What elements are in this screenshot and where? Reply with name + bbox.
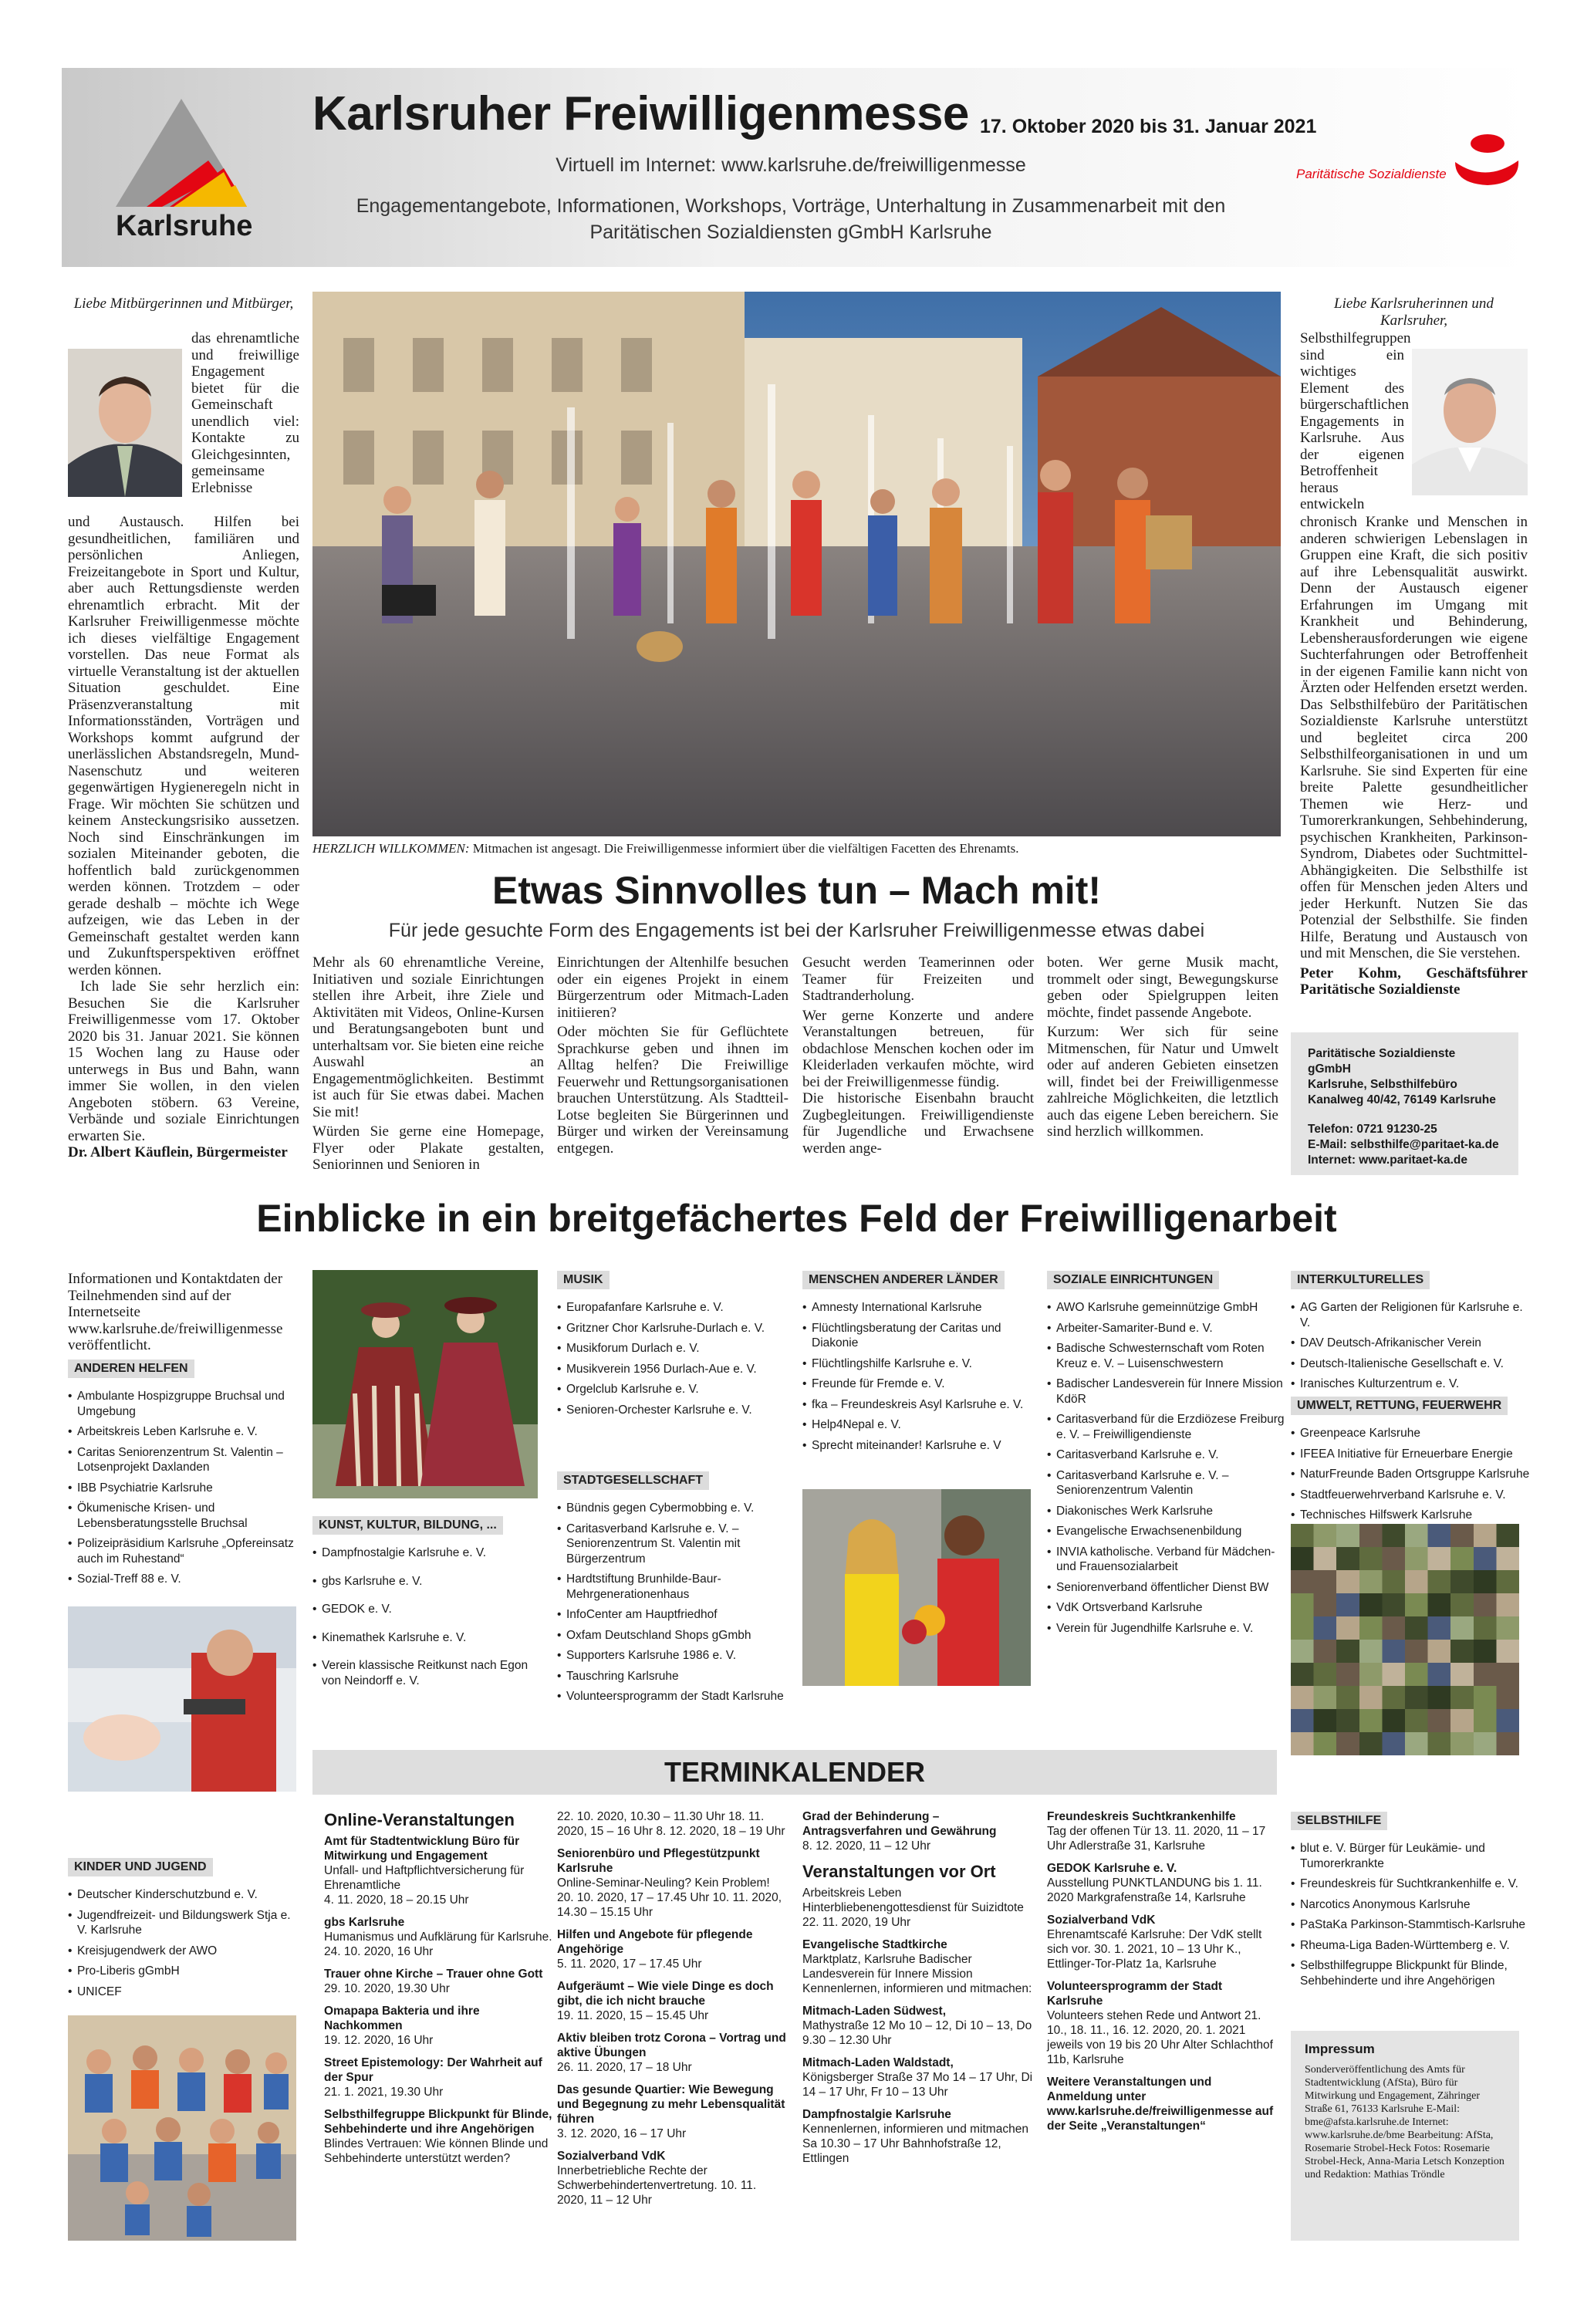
termin-event xyxy=(557,1927,789,1971)
list-item: • DAV Deutsch-Afrikanischer Verein xyxy=(1291,1336,1530,1351)
termin-event xyxy=(802,1809,1034,1853)
list-item: • Jugendfreizeit- und Bildungswerk Stja e. V. Karlsruhe xyxy=(68,1908,303,1938)
list-item: • Badische Schwesternschaft vom Roten Kreuz e. V. – Luisenschwestern xyxy=(1047,1341,1286,1371)
list-item: • Ambulante Hospizgruppe Bruchsal und Umgebung xyxy=(68,1389,303,1419)
list-interkulturelles xyxy=(1291,1300,1530,1397)
termin-event xyxy=(802,1886,1034,1930)
list-item: • Bündnis gegen Cybermobbing e. V. xyxy=(557,1501,796,1516)
termin-vorort-heading: Veranstaltungen vor Ort xyxy=(802,1862,996,1881)
article-paragraph: Kurzum: Wer sich für seine Mitmenschen, für Natur und Umwelt oder auf anderen Gebieten einsetzen will, findet bei der Freiwilligenmesse zahlreiche Möglichkeiten, die letztlich auch das eigene Leben bereichern. Sie sind herzlich willkommen. xyxy=(1047,1024,1278,1140)
list-item: • Oxfam Deutschland Shops gGmbh xyxy=(557,1628,796,1643)
kids-group-photo xyxy=(68,2015,296,2241)
list-item: • Freundeskreis für Suchtkrankenhilfe e. V. xyxy=(1291,1876,1530,1892)
event-date: 17. Oktober 2020 bis 31. Januar 2021 xyxy=(980,116,1317,137)
termin-event-detail: 26. 11. 2020, 17 – 18 Uhr xyxy=(557,2061,692,2074)
list-item: • Flüchtlingshilfe Karlsruhe e. V. xyxy=(802,1356,1042,1372)
pixelated-photo xyxy=(1291,1524,1519,1755)
termin-event xyxy=(802,1937,1034,1996)
list-menschen-anderer-laender xyxy=(802,1300,1042,1458)
list-item: • Gritzner Chor Karlsruhe-Durlach e. V. xyxy=(557,1321,796,1336)
karlsruhe-logo-icon xyxy=(116,99,247,207)
list-item: • Deutscher Kinderschutzbund e. V. xyxy=(68,1887,303,1903)
category-label-kinder-jugend: KINDER UND JUGEND xyxy=(68,1858,213,1876)
list-item: • Caritasverband Karlsruhe e. V. – Seniorenzentrum St. Valentin mit Bürgerzentrum xyxy=(557,1522,796,1567)
list-item: • Seniorenverband öffentlicher Dienst BW xyxy=(1047,1580,1286,1596)
director-portrait-icon xyxy=(1412,349,1528,495)
termin-column-1 xyxy=(324,1809,556,2174)
termin-event-detail: Online-Seminar-Neuling? Kein Problem! 20. 10. 2020, 17 – 17.45 Uhr 10. 11. 2020, 14.30 – 15.15 Uhr xyxy=(557,1876,782,1919)
list-item: • Kreisjugendwerk der AWO xyxy=(68,1944,303,1959)
right-paragraph: chronisch Kranke und Menschen in anderen schwierigen Lebenslagen in Gruppen eine Kraft, die sich positiv auf ihre Lebensqualität auswirkt. Denn der Austausch eigener Erfahrungen im Umgang mit Krankheit und Behinderung, Lebensherausforderungen wie eigene Suchterfahrungen oder Betroffenheit in der eigenen Familie kann nicht von Ärzten oder Helfenden ersetzt werden. Das Selbsthilfebüro der Paritätischen Sozialdienste Karlsruhe unterstützt und begleitet circa 200 Selbsthilfeorganisationen in und um Karlsruhe. Sie sind Experten für eine breite Palette gesundheitlicher Themen wie Herz- und Tumorerkrankungen, Sehbehinderung, psychischen Krankheiten, Parkinson-Syndrom, Diabetes oder Suchtmittel-Abhängigkeiten. Die Selbsthilfe ist offen für Menschen jeden Alters und jeder Herkunft. Nutzen Sie das Potenzial der Selbsthilfe. Sie finden Hilfe, Beratung und Austausch von und mit Menschen, die Sie verstehen. xyxy=(1300,514,1528,961)
list-item: • Badischer Landesverein für Innere Mission KdöR xyxy=(1047,1376,1286,1407)
list-item: • Sprecht miteinander! Karlsruhe e. V xyxy=(802,1438,1042,1454)
list-item: • Ökumenische Krisen- und Lebensberatungsstelle Bruchsal xyxy=(68,1501,303,1531)
category-label-selbsthilfe: SELBSTHILFE xyxy=(1291,1812,1387,1830)
left-paragraph: Ich lade Sie sehr herzlich ein: Besuchen Sie die Karlsruher Freiwilligenmesse vom 17. Oktober 2020 bis 31. Januar 2021. Sie können 15 Wochen lang zu Hause oder unterwegs in Bus und Bahn, wann immer Sie wollen, in den vielen Angeboten stöbern. 63 Vereine, Verbände und soziale Einrichtungen erwarten Sie. xyxy=(68,978,299,1144)
list-item: • Volunteersprogramm der Stadt Karlsruhe xyxy=(557,1689,796,1704)
list-item: • Dampfnostalgie Karlsruhe e. V. xyxy=(312,1545,548,1561)
termin-event-title: Grad der Behinderung – Antragsverfahren und Gewährung xyxy=(802,1810,997,1838)
termin-event xyxy=(1047,1979,1278,2067)
left-paragraph: und Austausch. Hilfen bei gesundheitlichen, familiären und persönlichen Anliegen, Freizeitangebote in Sport und Kultur, aber auch Rettungsdienste werden ehrenamtlich erbracht. Mit der Karlsruher Freiwilligenmesse möchte ich dieses vielfältige Engagement vorstellen. Das neue Format als virtuelle Veranstaltung ist der aktuellen Situation geschuldet. Eine Präsenzveranstaltung mit Informationsständen, Vorträgen und Workshops kommt aufgrund der unerlässlichen Abstandsregeln, Mund-Nasenschutz und weiteren gegenwärtigen Hygieneregeln nicht in Frage. Wir möchten Sie schützen und keinem Ansteckungsrisiko aussetzen. Noch sind Einschränkungen im sozialen Miteinander geboten, die hoffentlich bald zurückgenommen werden können. Trotzdem – oder gerade deshalb – möchte ich Wege aufzeigen, wie das Leben in der Gemeinschaft gestaltet werden kann und Zukunftsperspektiven eröffnet werden können. xyxy=(68,514,299,978)
termin-online-heading: Online-Veranstaltungen xyxy=(324,1810,515,1829)
hero-caption xyxy=(312,841,1281,856)
list-item: • blut e. V. Bürger für Leukämie- und Tumorerkrankte xyxy=(1291,1841,1530,1871)
termin-column-2 xyxy=(557,1809,789,2215)
list-stadtgesellschaft xyxy=(557,1501,796,1710)
list-item: • Musikverein 1956 Durlach-Aue e. V. xyxy=(557,1362,796,1377)
termin-event-title: Street Epistemology: Der Wahrheit auf der Spur xyxy=(324,2056,542,2084)
article-column-2 xyxy=(557,954,789,1157)
list-item: • Amnesty International Karlsruhe xyxy=(802,1300,1042,1316)
list-item: • Stadtfeuerwehrverband Karlsruhe e. V. xyxy=(1291,1488,1530,1503)
termin-event-title: Omapapa Bakteria und ihre Nachkommen xyxy=(324,2005,480,2032)
termin-event xyxy=(557,1979,789,2023)
right-signature: Peter Kohm, Geschäftsführer Paritätische Sozialdienste xyxy=(1300,964,1528,998)
list-anderen-helfen xyxy=(68,1389,303,1593)
list-item: • UNICEF xyxy=(68,1985,303,2000)
list-item: • Kinemathek Karlsruhe e. V. xyxy=(312,1630,548,1646)
termin-event-detail: Ehrenamtscafé Karlsruhe: Der VdK stellt sich vor. 30. 1. 2021, 10 – 13 Uhr K., Ettlinger-Tor-Platz 1a, Karlsruhe xyxy=(1047,1928,1262,1971)
article-subtitle: Für jede gesuchte Form des Engagements ist bei der Karlsruher Freiwilligenmesse etwas dabei xyxy=(388,920,1205,941)
header-subtitle-line2: Paritätischen Sozialdiensten gGmbH Karlsruhe xyxy=(589,221,992,243)
list-kunst xyxy=(312,1545,548,1701)
list-item: • NaturFreunde Baden Ortsgruppe Karlsruhe xyxy=(1291,1467,1530,1482)
category-label-kunst: KUNST, KULTUR, BILDUNG, ... xyxy=(312,1516,503,1535)
list-item: • IFEEA Initiative für Erneuerbare Energie xyxy=(1291,1447,1530,1462)
costume-photo xyxy=(312,1270,538,1498)
termin-event-detail: Ausstellung PUNKTLANDUNG bis 1. 11. 2020 Markgrafenstraße 14, Karlsruhe xyxy=(1047,1876,1262,1904)
list-item: • Selbsthilfegruppe Blickpunkt für Blinde, Sehbehinderte und ihre Angehörigen xyxy=(1291,1958,1530,1988)
termin-event-title: gbs Karlsruhe xyxy=(324,1916,405,1929)
termin-event-title: Freundeskreis Suchtkrankenhilfe xyxy=(1047,1810,1236,1823)
list-selbsthilfe xyxy=(1291,1841,1530,1994)
left-body xyxy=(68,514,299,1161)
mayor-portrait-icon xyxy=(68,349,182,497)
right-greeting: Liebe Karlsruherinnen und Karlsruher, xyxy=(1334,296,1494,329)
termin-event xyxy=(1047,1913,1278,1971)
termin-event-detail: 19. 12. 2020, 16 Uhr xyxy=(324,2034,434,2047)
category-label-musik: MUSIK xyxy=(557,1271,610,1289)
category-label-umwelt: UMWELT, RETTUNG, FEUERWEHR xyxy=(1291,1397,1508,1415)
termin-event-detail: Humanismus und Aufklärung für Karlsruhe. 24. 10. 2020, 16 Uhr xyxy=(324,1930,552,1958)
list-item: • fka – Freundeskreis Asyl Karlsruhe e. V. xyxy=(802,1397,1042,1413)
termin-event xyxy=(557,2031,789,2075)
list-item: • Caritasverband für die Erzdiözese Freiburg e. V. – Freiwilligendienste xyxy=(1047,1412,1286,1442)
list-item: • Polizeipräsidium Karlsruhe „Opfereinsatz auch im Ruhestand“ xyxy=(68,1536,303,1566)
termin-event-title: Mitmach-Laden Waldstadt, xyxy=(802,2056,954,2069)
list-soziale-einrichtungen xyxy=(1047,1300,1286,1641)
list-item: • Sozial-Treff 88 e. V. xyxy=(68,1572,303,1587)
termin-event-detail: 5. 11. 2020, 17 – 17.45 Uhr xyxy=(557,1957,702,1971)
termin-event-title: Volunteersprogramm der Stadt Karlsruhe xyxy=(1047,1980,1223,2008)
contact-line: Karlsruhe, Selbsthilfebüro xyxy=(1308,1078,1457,1091)
termin-event-time: 4. 11. 2020, 18 – 20.15 Uhr xyxy=(324,1893,469,1907)
termin-event-title: Selbsthilfegruppe Blickpunkt für Blinde, Sehbehinderte und ihre Angehörigen xyxy=(324,2108,552,2136)
termin-event xyxy=(324,1967,556,1996)
article-paragraph: boten. Wer gerne Musik macht, trommelt oder singt, Bewegungskurse geben oder Spielgruppen leiten möchte, findet passende Angebote. xyxy=(1047,954,1278,1021)
list-item: • PaStaKa Parkinson-Stammtisch-Karlsruhe xyxy=(1291,1917,1530,1933)
list-item: • Iranisches Kulturzentrum e. V. xyxy=(1291,1376,1530,1392)
contact-line: Kanalweg 40/42, 76149 Karlsruhe xyxy=(1308,1093,1496,1106)
category-label-stadtgesellschaft: STADTGESELLSCHAFT xyxy=(557,1471,709,1490)
list-item: • gbs Karlsruhe e. V. xyxy=(312,1574,548,1589)
termin-event xyxy=(557,2149,789,2207)
termin-event-title: Das gesunde Quartier: Wie Bewegung und Begegnung zu mehr Lebensqualität führen xyxy=(557,2083,785,2126)
termin-event-detail: 19. 11. 2020, 15 – 15.45 Uhr xyxy=(557,2009,709,2022)
list-item: • Hardtstiftung Brunhilde-Baur-Mehrgenerationenhaus xyxy=(557,1572,796,1602)
termin-event-title: Weitere Veranstaltungen und Anmeldung unter www.karlsruhe.de/freiwilligenmesse auf der Seite „Veranstaltungen“ xyxy=(1047,2076,1274,2133)
list-item: • Musikforum Durlach e. V. xyxy=(557,1341,796,1356)
left-signature: Dr. Albert Käuflein, Bürgermeister xyxy=(68,1144,288,1160)
partner-logo-icon xyxy=(1449,133,1522,185)
list-item: • Caritas Seniorenzentrum St. Valentin – Lotsenprojekt Daxlanden xyxy=(68,1445,303,1475)
right-body xyxy=(1300,514,1528,998)
list-item: • Diakonisches Werk Karlsruhe xyxy=(1047,1504,1286,1519)
article-paragraph: Gesucht werden Teamerinnen oder Teamer für Freizeiten und Stadtranderholung. xyxy=(802,954,1034,1004)
list-item: • Pro-Liberis gGmbH xyxy=(68,1964,303,1979)
list-item: • Supporters Karlsruhe 1986 e. V. xyxy=(557,1648,796,1664)
list-item: • INVIA katholische. Verband für Mädchen- und Frauensozialarbeit xyxy=(1047,1545,1286,1575)
termin-event-title: Sozialverband VdK xyxy=(1047,1914,1156,1927)
termin-column-3 xyxy=(802,1809,1034,2174)
list-item: • Technisches Hilfswerk Karlsruhe xyxy=(1291,1508,1530,1523)
contact-email[interactable]: E-Mail: selbsthilfe@paritaet-ka.de xyxy=(1308,1138,1499,1151)
article-column-1 xyxy=(312,954,544,1174)
article-paragraph: Wer gerne Konzerte und andere Veranstaltungen betreuen, für obdachlose Menschen kochen oder im Kleiderladen verkaufen möchte, wird bei der Freiwilligenmesse fündig. xyxy=(802,1007,1034,1090)
termin-event-title: Aufgeräumt – Wie viele Dinge es doch gibt, die ich nicht brauche xyxy=(557,1980,774,2008)
termin-column-4 xyxy=(1047,1809,1278,2141)
list-item: • Help4Nepal e. V. xyxy=(802,1417,1042,1433)
category-label-menschen-anderer-laender: MENSCHEN ANDERER LÄNDER xyxy=(802,1271,1005,1289)
ambulance-photo xyxy=(68,1606,296,1792)
list-umwelt xyxy=(1291,1426,1530,1529)
article-paragraph: Einrichtungen der Altenhilfe besuchen oder ein eigenes Projekt in einem Bürgerzentrum oder Mitmach-Laden initiieren? xyxy=(557,954,789,1021)
list-item: • Freunde für Fremde e. V. xyxy=(802,1376,1042,1392)
list-item: • Narcotics Anonymous Karlsruhe xyxy=(1291,1897,1530,1913)
list-item: • Verein klassische Reitkunst nach Egon von Neindorff e. V. xyxy=(312,1658,548,1688)
termin-event-detail: Marktplatz, Karlsruhe Badischer Landesverein für Innere Mission Kennenlernen, informieren und mitmachen: xyxy=(802,1953,1032,1995)
contact-website[interactable]: Internet: www.paritaet-ka.de xyxy=(1308,1154,1467,1167)
impressum-box xyxy=(1291,2031,1519,2241)
contact-box xyxy=(1291,1032,1518,1175)
termin-event-detail: Königsberger Straße 37 Mo 14 – 17 Uhr, Di 14 – 17 Uhr, Fr 10 – 13 Uhr xyxy=(802,2071,1033,2099)
termin-event-detail: 21. 1. 2021, 19.30 Uhr xyxy=(324,2086,444,2099)
left-intro-text: das ehrenamtliche und freiwillige Engagement bietet für die Gemeinschaft unendlich viel: Kontakte zu Gleichgesinnten, gemeinsame Erlebnisse xyxy=(191,330,299,496)
termin-event xyxy=(802,2107,1034,2166)
termin-event xyxy=(324,2055,556,2099)
termin-event-detail: Blindes Vertrauen: Wie können Blinde und Sehbehinderte unterstützt werden? xyxy=(324,2137,549,2165)
termin-event-title: Evangelische Stadtkirche xyxy=(802,1938,947,1951)
list-item: • Orgelclub Karlsruhe e. V. xyxy=(557,1382,796,1397)
list-item: • AG Garten der Religionen für Karlsruhe e. V. xyxy=(1291,1300,1530,1330)
list-item: • Arbeitskreis Leben Karlsruhe e. V. xyxy=(68,1424,303,1440)
category-label-anderen-helfen: ANDEREN HELFEN xyxy=(68,1360,194,1378)
termin-event-detail: Unfall- und Haftpflichtversicherung für Ehrenamtliche xyxy=(324,1864,525,1892)
volunteers-fruit-photo xyxy=(802,1489,1031,1686)
termin-event-detail: Tag der offenen Tür 13. 11. 2020, 11 – 17 Uhr Adlerstraße 31, Karlsruhe xyxy=(1047,1825,1266,1853)
page-title: Karlsruher Freiwilligenmesse xyxy=(312,87,969,140)
list-item: • InfoCenter am Hauptfriedhof xyxy=(557,1607,796,1623)
termin-event-detail: 8. 12. 2020, 11 – 12 Uhr xyxy=(802,1839,931,1853)
partner-name: Paritätische Sozialdienste xyxy=(1296,167,1447,181)
termin-event xyxy=(557,1809,789,1839)
termin-event xyxy=(324,1915,556,1959)
termin-event-detail: 29. 10. 2020, 19.30 Uhr xyxy=(324,1982,450,1995)
list-item: • GEDOK e. V. xyxy=(312,1602,548,1617)
section-title: Einblicke in ein breitgefächertes Feld der Freiwilligenarbeit xyxy=(256,1197,1337,1240)
termin-event-detail: Mathystraße 12 Mo 10 – 12, Di 10 – 13, Do 9.30 – 12.30 Uhr xyxy=(802,2019,1032,2047)
right-intro-text: Selbsthilfegruppen sind ein wichtiges Element des bürgerschaftlichen Engagements in Karlsruhe. Aus der eigenen Betroffenheit heraus entwickeln xyxy=(1300,330,1411,512)
list-item: • Tauschring Karlsruhe xyxy=(557,1669,796,1684)
termin-event-title: Trauer ohne Kirche – Trauer ohne Gott xyxy=(324,1968,543,1981)
termin-event-title: Aktiv bleiben trotz Corona – Vortrag und aktive Übungen xyxy=(557,2032,786,2059)
termin-event xyxy=(557,1846,789,1920)
termin-event-title: Mitmach-Laden Südwest, xyxy=(802,2005,947,2018)
logo-text: Karlsruhe xyxy=(116,210,253,242)
termin-title: TERMINKALENDER xyxy=(312,1750,1277,1795)
category-label-soziale-einrichtungen: SOZIALE EINRICHTUNGEN xyxy=(1047,1271,1219,1289)
list-item: • Deutsch-Italienische Gesellschaft e. V. xyxy=(1291,1356,1530,1372)
list-item: • Greenpeace Karlsruhe xyxy=(1291,1426,1530,1441)
list-item: • Verein für Jugendhilfe Karlsruhe e. V. xyxy=(1047,1621,1286,1637)
list-item: • Senioren-Orchester Karlsruhe e. V. xyxy=(557,1403,796,1418)
article-paragraph: Oder möchten Sie für Geflüchtete Sprachkurse geben und ihnen im Alltag helfen? Die Freiwillige Feuerwehr und Rettungsorganisationen brauchen Unterstützung. Als Stadtteil-Lotse begleiten Sie Bürgerinnen und Bürger und wirken der Vereinsamung entgegen. xyxy=(557,1024,789,1157)
termin-event xyxy=(324,2107,556,2166)
hero-caption-text: Mitmachen ist angesagt. Die Freiwilligenmesse informiert über die vielfältigen Facetten des Ehrenamts. xyxy=(472,841,1019,856)
article-title: Etwas Sinnvolles tun – Mach mit! xyxy=(491,869,1102,912)
contact-line: Paritätische Sozialdienste gGmbH xyxy=(1308,1047,1456,1076)
impressum-body: Sonderveröffentlichung des Amts für Stadtentwicklung (AfSta), Büro für Mitwirkung und Engagement, Zähringer Straße 61, 76133 Karlsruhe E-Mail: bme@afsta.karlsruhe.de Internet: www.karlsruhe.de/bme Bearbeitung: AfSta, Rosemarie Strobel-Heck Fotos: Rosemarie Strobel-Heck, Anna-Maria Letsch Konzeption und Redaktion: Mathias Tröndle xyxy=(1305,2064,1505,2180)
list-item: • Caritasverband Karlsruhe e. V. – Seniorenzentrum Valentin xyxy=(1047,1468,1286,1498)
termin-event xyxy=(324,2004,556,2048)
list-item: • VdK Ortsverband Karlsruhe xyxy=(1047,1600,1286,1616)
termin-event-title: Dampfnostalgie Karlsruhe xyxy=(802,2108,951,2121)
header-subtitle-line1: Engagementangebote, Informationen, Workshops, Vorträge, Unterhaltung in Zusammenarbeit mit den xyxy=(356,195,1226,217)
list-musik xyxy=(557,1300,796,1423)
list-item: • IBB Psychiatrie Karlsruhe xyxy=(68,1481,303,1496)
termin-event-title: Hilfen und Angebote für pflegende Angehörige xyxy=(557,1928,753,1956)
termin-event xyxy=(1047,2075,1278,2133)
termin-event xyxy=(1047,1861,1278,1905)
list-item: • Flüchtlingsberatung der Caritas und Diakonie xyxy=(802,1321,1042,1351)
header-subtitle-url: Virtuell im Internet: www.karlsruhe.de/freiwilligenmesse xyxy=(556,154,1026,176)
termin-event-detail: Innerbetriebliche Rechte der Schwerbehindertenvertretung. 10. 11. 2020, 11 – 12 Uhr xyxy=(557,2164,757,2207)
termin-event xyxy=(1047,1809,1278,1853)
hero-photo xyxy=(312,292,1281,836)
termin-event-title: Seniorenbüro und Pflegestützpunkt Karlsruhe xyxy=(557,1847,760,1875)
termin-event xyxy=(802,2004,1034,2048)
termin-event xyxy=(557,2082,789,2141)
hero-caption-label: HERZLICH WILLKOMMEN: xyxy=(312,841,470,856)
termin-event-detail: 3. 12. 2020, 16 – 17 Uhr xyxy=(557,2127,687,2140)
list-item: • Rheuma-Liga Baden-Württemberg e. V. xyxy=(1291,1938,1530,1954)
termin-event xyxy=(802,2055,1034,2099)
list-item: • AWO Karlsruhe gemeinnützige GmbH xyxy=(1047,1300,1286,1316)
article-column-3 xyxy=(802,954,1034,1157)
list-kinder-jugend xyxy=(68,1887,303,2005)
termin-event xyxy=(324,1834,556,1907)
termin-event-detail: Volunteers stehen Rede und Antwort 21. 10., 18. 11., 16. 12. 2020, 20. 1. 2021 jeweils von 19 bis 20 Uhr Alter Schlachthof 11b, Karlsruhe xyxy=(1047,2009,1273,2066)
article-paragraph: Würden Sie gerne eine Homepage, Flyer oder Plakate gestalten, Seniorinnen und Senioren in xyxy=(312,1123,544,1173)
termin-event-detail: 22. 10. 2020, 10.30 – 11.30 Uhr 18. 11. 2020, 15 – 16 Uhr 8. 12. 2020, 18 – 19 Uhr xyxy=(557,1810,785,1838)
left-greeting: Liebe Mitbürgerinnen und Mitbürger, xyxy=(73,296,294,312)
list-item: • Europafanfare Karlsruhe e. V. xyxy=(557,1300,796,1316)
article-paragraph: Mehr als 60 ehrenamtliche Vereine, Initiativen und soziale Einrichtungen stellen ihre Arbeit, ihre Ziele und Aktivitäten mit Videos, Online-Kursen und Beratungsangeboten bunt und unterhaltsam vor. Sie bieten eine reiche Auswahl an Engagementmöglichkeiten. Bestimmt ist auch für Sie etwas dabei. Machen Sie mit! xyxy=(312,954,544,1120)
list-item: • Arbeiter-Samariter-Bund e. V. xyxy=(1047,1321,1286,1336)
article-column-4 xyxy=(1047,954,1278,1140)
impressum-title: Impressum xyxy=(1305,2042,1375,2056)
contact-phone: Telefon: 0721 91230-25 xyxy=(1308,1123,1437,1136)
article-paragraph: Die historische Eisenbahn braucht Zugbegleitungen. Freiwilligendienste für Jugendliche und Erwachsene werden ange- xyxy=(802,1090,1034,1157)
list-item: • Evangelische Erwachsenenbildung xyxy=(1047,1524,1286,1539)
termin-event-detail: Kennenlernen, informieren und mitmachen Sa 10.30 – 17 Uhr Bahnhofstraße 12, Ettlingen xyxy=(802,2123,1028,2165)
termin-event-title: Amt für Stadtentwicklung Büro für Mitwirkung und Engagement xyxy=(324,1835,520,1863)
termin-event-title: Sozialverband VdK xyxy=(557,2150,666,2163)
header-subtitle xyxy=(312,193,1269,245)
list-item: • Caritasverband Karlsruhe e. V. xyxy=(1047,1447,1286,1463)
termin-event-detail: Arbeitskreis Leben Hinterbliebenengottesdienst für Suizidtote 22. 11. 2020, 19 Uhr xyxy=(802,1887,1024,1929)
section-intro: Informationen und Kontaktdaten der Teilnehmenden sind auf der Internetseite www.karlsruhe.de/freiwilligenmesse veröffentlicht. xyxy=(68,1271,283,1353)
category-label-interkulturelles: INTERKULTURELLES xyxy=(1291,1271,1430,1289)
termin-event-title: GEDOK Karlsruhe e. V. xyxy=(1047,1862,1177,1875)
